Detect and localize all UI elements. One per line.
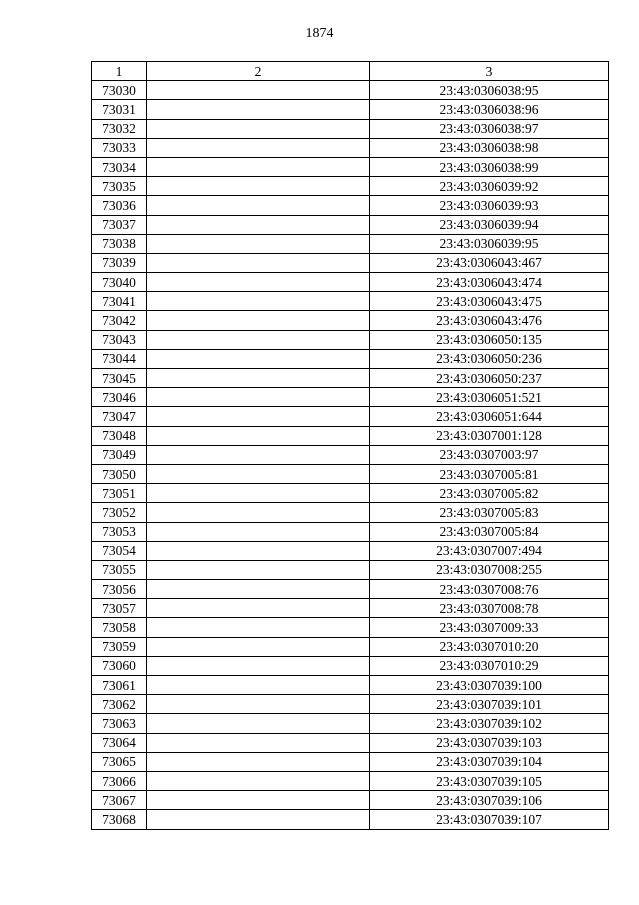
row-number-cell: 73061 <box>92 676 147 695</box>
row-number-cell: 73054 <box>92 541 147 560</box>
description-cell <box>147 349 370 368</box>
row-number-cell: 73044 <box>92 349 147 368</box>
table-row <box>92 599 609 618</box>
cadastral-number-cell: 23:43:0306038:98 <box>370 138 609 157</box>
table-row <box>92 733 609 752</box>
cadastral-number-cell: 23:43:0306043:476 <box>370 311 609 330</box>
table-row <box>92 771 609 790</box>
description-cell <box>147 771 370 790</box>
cadastral-number-cell: 23:43:0307039:103 <box>370 733 609 752</box>
table-row <box>92 330 609 349</box>
row-number-cell: 73050 <box>92 464 147 483</box>
description-cell <box>147 81 370 100</box>
cadastral-number-cell: 23:43:0307039:102 <box>370 714 609 733</box>
cadastral-number-cell: 23:43:0306050:135 <box>370 330 609 349</box>
column-header-2: 2 <box>147 62 370 81</box>
cadastral-number-cell: 23:43:0307010:29 <box>370 656 609 675</box>
row-number-cell: 73056 <box>92 580 147 599</box>
row-number-cell: 73049 <box>92 445 147 464</box>
description-cell <box>147 292 370 311</box>
row-number-cell: 73031 <box>92 100 147 119</box>
table-row <box>92 138 609 157</box>
table-row <box>92 388 609 407</box>
header-row <box>92 62 609 81</box>
row-number-cell: 73042 <box>92 311 147 330</box>
row-number-cell: 73036 <box>92 196 147 215</box>
cadastral-number-cell: 23:43:0306039:92 <box>370 177 609 196</box>
table-row <box>92 503 609 522</box>
description-cell <box>147 599 370 618</box>
cadastral-number-cell: 23:43:0306051:521 <box>370 388 609 407</box>
description-cell <box>147 311 370 330</box>
row-number-cell: 73033 <box>92 138 147 157</box>
row-number-cell: 73065 <box>92 752 147 771</box>
registry-table <box>91 61 609 830</box>
table-row <box>92 215 609 234</box>
row-number-cell: 73032 <box>92 119 147 138</box>
row-number-cell: 73060 <box>92 656 147 675</box>
table-row <box>92 349 609 368</box>
description-cell <box>147 560 370 579</box>
description-cell <box>147 330 370 349</box>
table-row <box>92 253 609 272</box>
row-number-cell: 73046 <box>92 388 147 407</box>
description-cell <box>147 119 370 138</box>
cadastral-number-cell: 23:43:0306039:93 <box>370 196 609 215</box>
description-cell <box>147 791 370 810</box>
description-cell <box>147 541 370 560</box>
row-number-cell: 73057 <box>92 599 147 618</box>
cadastral-number-cell: 23:43:0307039:107 <box>370 810 609 829</box>
row-number-cell: 73030 <box>92 81 147 100</box>
table-row <box>92 100 609 119</box>
description-cell <box>147 695 370 714</box>
row-number-cell: 73034 <box>92 157 147 176</box>
cadastral-number-cell: 23:43:0307039:101 <box>370 695 609 714</box>
cadastral-number-cell: 23:43:0307003:97 <box>370 445 609 464</box>
cadastral-number-cell: 23:43:0307005:84 <box>370 522 609 541</box>
description-cell <box>147 580 370 599</box>
cadastral-number-cell: 23:43:0307005:83 <box>370 503 609 522</box>
cadastral-number-cell: 23:43:0306043:467 <box>370 253 609 272</box>
description-cell <box>147 656 370 675</box>
row-number-cell: 73051 <box>92 484 147 503</box>
cadastral-number-cell: 23:43:0307005:81 <box>370 464 609 483</box>
description-cell <box>147 426 370 445</box>
row-number-cell: 73058 <box>92 618 147 637</box>
cadastral-number-cell: 23:43:0306038:95 <box>370 81 609 100</box>
table-row <box>92 752 609 771</box>
cadastral-number-cell: 23:43:0307039:106 <box>370 791 609 810</box>
row-number-cell: 73043 <box>92 330 147 349</box>
row-number-cell: 73047 <box>92 407 147 426</box>
row-number-cell: 73048 <box>92 426 147 445</box>
description-cell <box>147 733 370 752</box>
row-number-cell: 73066 <box>92 771 147 790</box>
row-number-cell: 73055 <box>92 560 147 579</box>
table-row <box>92 714 609 733</box>
column-header-1: 1 <box>92 62 147 81</box>
table-row <box>92 292 609 311</box>
table-row <box>92 464 609 483</box>
description-cell <box>147 388 370 407</box>
description-cell <box>147 157 370 176</box>
row-number-cell: 73038 <box>92 234 147 253</box>
description-cell <box>147 177 370 196</box>
table-body <box>92 81 609 829</box>
table-row <box>92 637 609 656</box>
description-cell <box>147 407 370 426</box>
table-row <box>92 196 609 215</box>
table-row <box>92 177 609 196</box>
table-row <box>92 234 609 253</box>
cadastral-number-cell: 23:43:0306038:99 <box>370 157 609 176</box>
description-cell <box>147 100 370 119</box>
description-cell <box>147 369 370 388</box>
row-number-cell: 73064 <box>92 733 147 752</box>
table-row <box>92 656 609 675</box>
page-number: 1874 <box>305 26 334 41</box>
cadastral-number-cell: 23:43:0306050:236 <box>370 349 609 368</box>
table-row <box>92 445 609 464</box>
table-row <box>92 407 609 426</box>
table-row <box>92 426 609 445</box>
cadastral-number-cell: 23:43:0307010:20 <box>370 637 609 656</box>
description-cell <box>147 273 370 292</box>
description-cell <box>147 618 370 637</box>
cadastral-number-cell: 23:43:0306039:95 <box>370 234 609 253</box>
cadastral-number-cell: 23:43:0307007:494 <box>370 541 609 560</box>
row-number-cell: 73037 <box>92 215 147 234</box>
row-number-cell: 73053 <box>92 522 147 541</box>
cadastral-number-cell: 23:43:0307009:33 <box>370 618 609 637</box>
cadastral-number-cell: 23:43:0306043:475 <box>370 292 609 311</box>
table-row <box>92 311 609 330</box>
description-cell <box>147 522 370 541</box>
cadastral-number-cell: 23:43:0306051:644 <box>370 407 609 426</box>
row-number-cell: 73068 <box>92 810 147 829</box>
column-header-3: 3 <box>370 62 609 81</box>
row-number-cell: 73045 <box>92 369 147 388</box>
row-number-cell: 73067 <box>92 791 147 810</box>
table-header <box>92 62 609 81</box>
description-cell <box>147 445 370 464</box>
table-row <box>92 522 609 541</box>
table-row <box>92 560 609 579</box>
description-cell <box>147 464 370 483</box>
table-row <box>92 157 609 176</box>
table-row <box>92 119 609 138</box>
description-cell <box>147 676 370 695</box>
row-number-cell: 73052 <box>92 503 147 522</box>
table-row <box>92 695 609 714</box>
row-number-cell: 73040 <box>92 273 147 292</box>
table-row <box>92 618 609 637</box>
description-cell <box>147 484 370 503</box>
table-row <box>92 484 609 503</box>
cadastral-number-cell: 23:43:0306038:97 <box>370 119 609 138</box>
cadastral-number-cell: 23:43:0306050:237 <box>370 369 609 388</box>
table-row <box>92 676 609 695</box>
table-row <box>92 791 609 810</box>
row-number-cell: 73041 <box>92 292 147 311</box>
table-row <box>92 81 609 100</box>
cadastral-number-cell: 23:43:0307008:76 <box>370 580 609 599</box>
cadastral-number-cell: 23:43:0307008:255 <box>370 560 609 579</box>
table-row <box>92 273 609 292</box>
cadastral-number-cell: 23:43:0307008:78 <box>370 599 609 618</box>
cadastral-number-cell: 23:43:0306038:96 <box>370 100 609 119</box>
row-number-cell: 73062 <box>92 695 147 714</box>
cadastral-number-cell: 23:43:0306039:94 <box>370 215 609 234</box>
cadastral-number-cell: 23:43:0307039:104 <box>370 752 609 771</box>
description-cell <box>147 810 370 829</box>
cadastral-number-cell: 23:43:0307039:100 <box>370 676 609 695</box>
description-cell <box>147 714 370 733</box>
row-number-cell: 73035 <box>92 177 147 196</box>
table-row <box>92 580 609 599</box>
row-number-cell: 73059 <box>92 637 147 656</box>
cadastral-number-cell: 23:43:0307039:105 <box>370 771 609 790</box>
description-cell <box>147 253 370 272</box>
description-cell <box>147 234 370 253</box>
row-number-cell: 73039 <box>92 253 147 272</box>
description-cell <box>147 637 370 656</box>
cadastral-number-cell: 23:43:0307005:82 <box>370 484 609 503</box>
description-cell <box>147 138 370 157</box>
cadastral-number-cell: 23:43:0306043:474 <box>370 273 609 292</box>
row-number-cell: 73063 <box>92 714 147 733</box>
cadastral-number-cell: 23:43:0307001:128 <box>370 426 609 445</box>
description-cell <box>147 215 370 234</box>
description-cell <box>147 196 370 215</box>
description-cell <box>147 752 370 771</box>
table-row <box>92 810 609 829</box>
description-cell <box>147 503 370 522</box>
table-row <box>92 369 609 388</box>
table-row <box>92 541 609 560</box>
